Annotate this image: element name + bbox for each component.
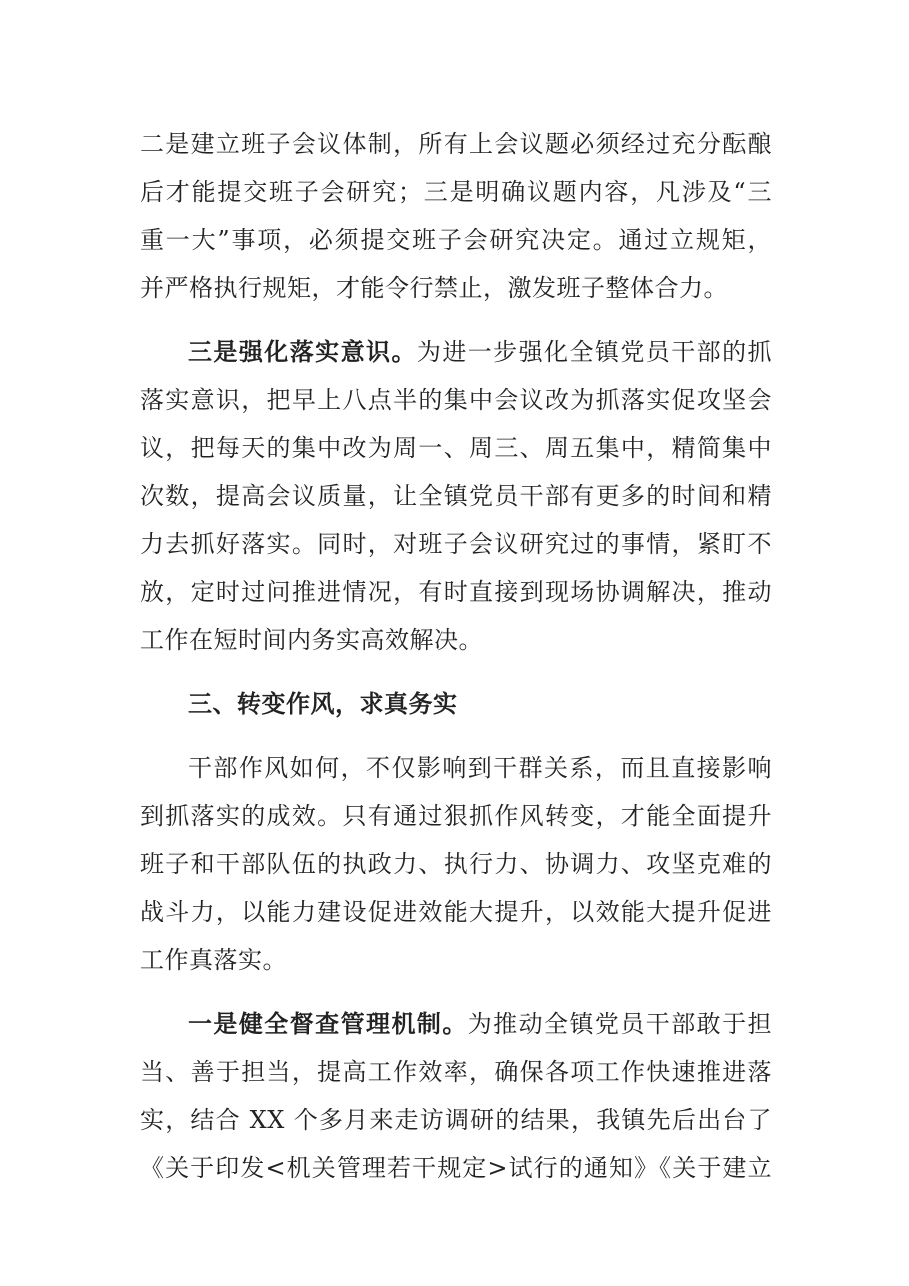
text-line: 力去抓好落实。同时，对班子会议研究过的事情，紧盯不 — [140, 530, 772, 558]
text-line: 放，定时过问推进情况，有时直接到现场协调解决，推动 — [140, 578, 772, 606]
text-line: 次数，提高会议质量，让全镇党员干部有更多的时间和精 — [140, 482, 772, 510]
text-line: 干部作风如何，不仅影响到干群关系，而且直接影响 — [188, 754, 772, 782]
section-heading: 三、转变作风，求真务实 — [188, 690, 458, 718]
text-span: 为进一步强化全镇党员干部的抓 — [416, 338, 773, 366]
text-line: 到抓落实的成效。只有通过狠抓作风转变，才能全面提升 — [140, 802, 772, 830]
text-span: 为推动全镇党员干部敢于担 — [467, 1010, 772, 1038]
text-line: 并严格执行规矩，才能令行禁止，激发班子整体合力。 — [140, 274, 728, 302]
text-line: 《关于印发<机关管理若干规定>试行的通知》《关于建立 — [140, 1154, 772, 1182]
text-line — [140, 328, 772, 376]
text-line: 战斗力，以能力建设促进效能大提升，以效能大提升促进 — [140, 898, 772, 926]
paragraph — [140, 744, 772, 984]
text-line: 落实意识，把早上八点半的集中会议改为抓落实促攻坚会 — [140, 386, 772, 414]
paragraph — [140, 120, 772, 312]
text-line: 议，把每天的集中改为周一、周三、周五集中，精简集中 — [140, 434, 772, 462]
text-line: 重一大”事项，必须提交班子会研究决定。通过立规矩， — [140, 226, 772, 254]
paragraph-lead: 三是强化落实意识。 — [188, 338, 417, 366]
text-line — [140, 1000, 772, 1048]
text-line: 工作在短时间内务实高效解决。 — [140, 626, 483, 654]
paragraph — [140, 328, 772, 664]
text-line: 班子和干部队伍的执政力、执行力、协调力、攻坚克难的 — [140, 850, 772, 878]
text-line: 实，结合 XX 个多月来走访调研的结果，我镇先后出台了 — [140, 1106, 772, 1134]
paragraph-lead: 一是健全督查管理机制。 — [188, 1010, 468, 1038]
text-line: 二是建立班子会议体制，所有上会议题必须经过充分酝酿 — [140, 130, 772, 158]
text-line: 后才能提交班子会研究；三是明确议题内容，凡涉及“三 — [140, 178, 772, 206]
text-line: 工作真落实。 — [140, 946, 287, 974]
text-line: 当、善于担当，提高工作效率，确保各项工作快速推进落 — [140, 1058, 772, 1086]
paragraph — [140, 1000, 772, 1192]
document-body — [140, 120, 772, 1192]
